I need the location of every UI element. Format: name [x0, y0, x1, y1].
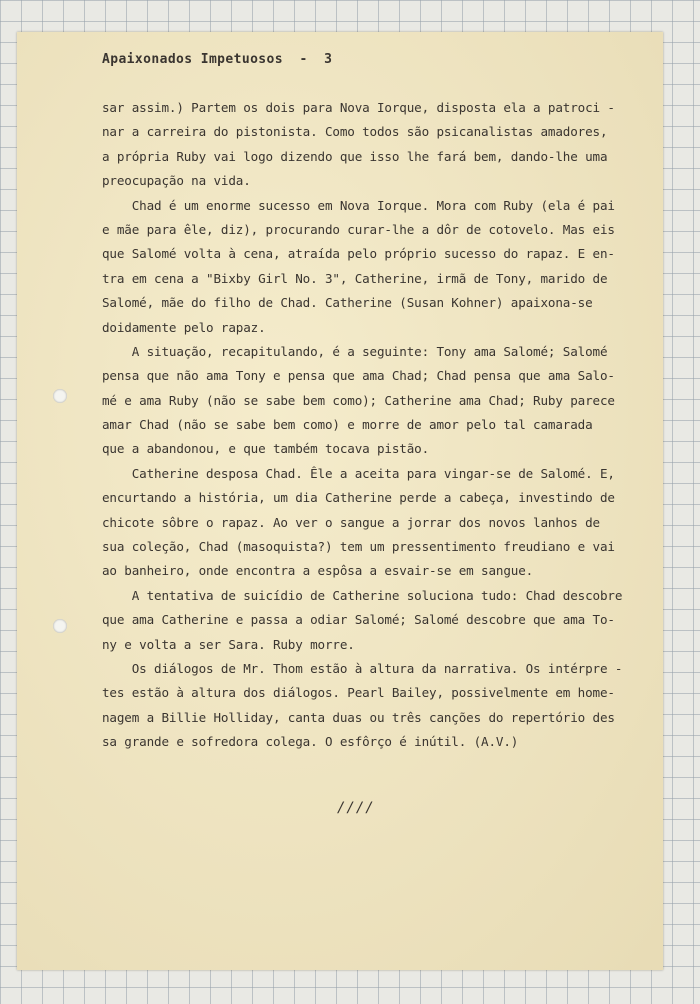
typed-page: [17, 32, 663, 970]
text-line: doidamente pelo rapaz.: [102, 319, 266, 335]
text-line: que a abandonou, e que também tocava pistão.: [102, 441, 430, 457]
text-line: ny e volta a ser Sara. Ruby morre.: [102, 636, 355, 652]
text-line: Catherine desposa Chad. Êle a aceita para vingar-se de Salomé. E,: [102, 465, 615, 481]
text-line: amar Chad (não se sabe bem como) e morre de amor pelo tal camarada: [102, 417, 593, 433]
text-line: A situação, recapitulando, é a seguinte: Tony ama Salomé; Salomé: [102, 343, 608, 359]
text-line: que Salomé volta à cena, atraída pelo próprio sucesso do rapaz. E en-: [102, 246, 615, 262]
text-line: a própria Ruby vai logo dizendo que isso lhe fará bem, dando-lhe uma: [102, 148, 608, 164]
text-line: chicote sôbre o rapaz. Ao ver o sangue a jorrar dos novos lanhos de: [102, 514, 600, 530]
text-line: Chad é um enorme sucesso em Nova Iorque. Mora com Ruby (ela é pai: [102, 197, 615, 213]
text-line: nagem a Billie Holliday, canta duas ou três canções do repertório des: [102, 709, 615, 725]
text-line: mé e ama Ruby (não se sabe bem como); Catherine ama Chad; Ruby parece: [102, 392, 615, 408]
page-header: Apaixonados Impetuosos - 3: [102, 52, 333, 67]
text-line: Os diálogos de Mr. Thom estão à altura da narrativa. Os intérpre -: [102, 660, 623, 676]
text-line: pensa que não ama Tony e pensa que ama Chad; Chad pensa que ama Salo-: [102, 368, 615, 384]
text-line: encurtando a história, um dia Catherine perde a cabeça, investindo de: [102, 490, 615, 506]
text-line: tes estão à altura dos diálogos. Pearl Bailey, possivelmente em home-: [102, 685, 615, 701]
text-line: sar assim.) Partem os dois para Nova Iorque, disposta ela a patroci -: [102, 100, 615, 115]
text-line: nar a carreira do pistonista. Como todos são psicanalistas amadores,: [102, 124, 608, 140]
text-line: e mãe para êle, diz), procurando curar-lhe a dôr de cotovelo. Mas eis: [102, 221, 615, 237]
text-line: tra em cena a "Bixby Girl No. 3", Catherine, irmã de Tony, marido de: [102, 270, 608, 286]
punch-hole-bottom: [53, 619, 67, 633]
text-line: ao banheiro, onde encontra a espôsa a esvair-se em sangue.: [102, 563, 534, 579]
text-line: sa grande e sofredora colega. O esfôrço é inútil. (A.V.): [102, 734, 519, 750]
body-text: [102, 96, 642, 755]
text-line: sua coleção, Chad (masoquista?) tem um pressentimento freudiano e vai: [102, 539, 615, 555]
text-line: preocupação na vida.: [102, 173, 251, 189]
text-line: que ama Catherine e passa a odiar Salomé; Salomé descobre que ama To-: [102, 612, 615, 628]
end-mark: ////: [337, 800, 375, 816]
punch-hole-top: [53, 389, 67, 403]
text-line: A tentativa de suicídio de Catherine soluciona tudo: Chad descobre: [102, 587, 623, 603]
text-line: Salomé, mãe do filho de Chad. Catherine (Susan Kohner) apaixona-se: [102, 295, 593, 311]
